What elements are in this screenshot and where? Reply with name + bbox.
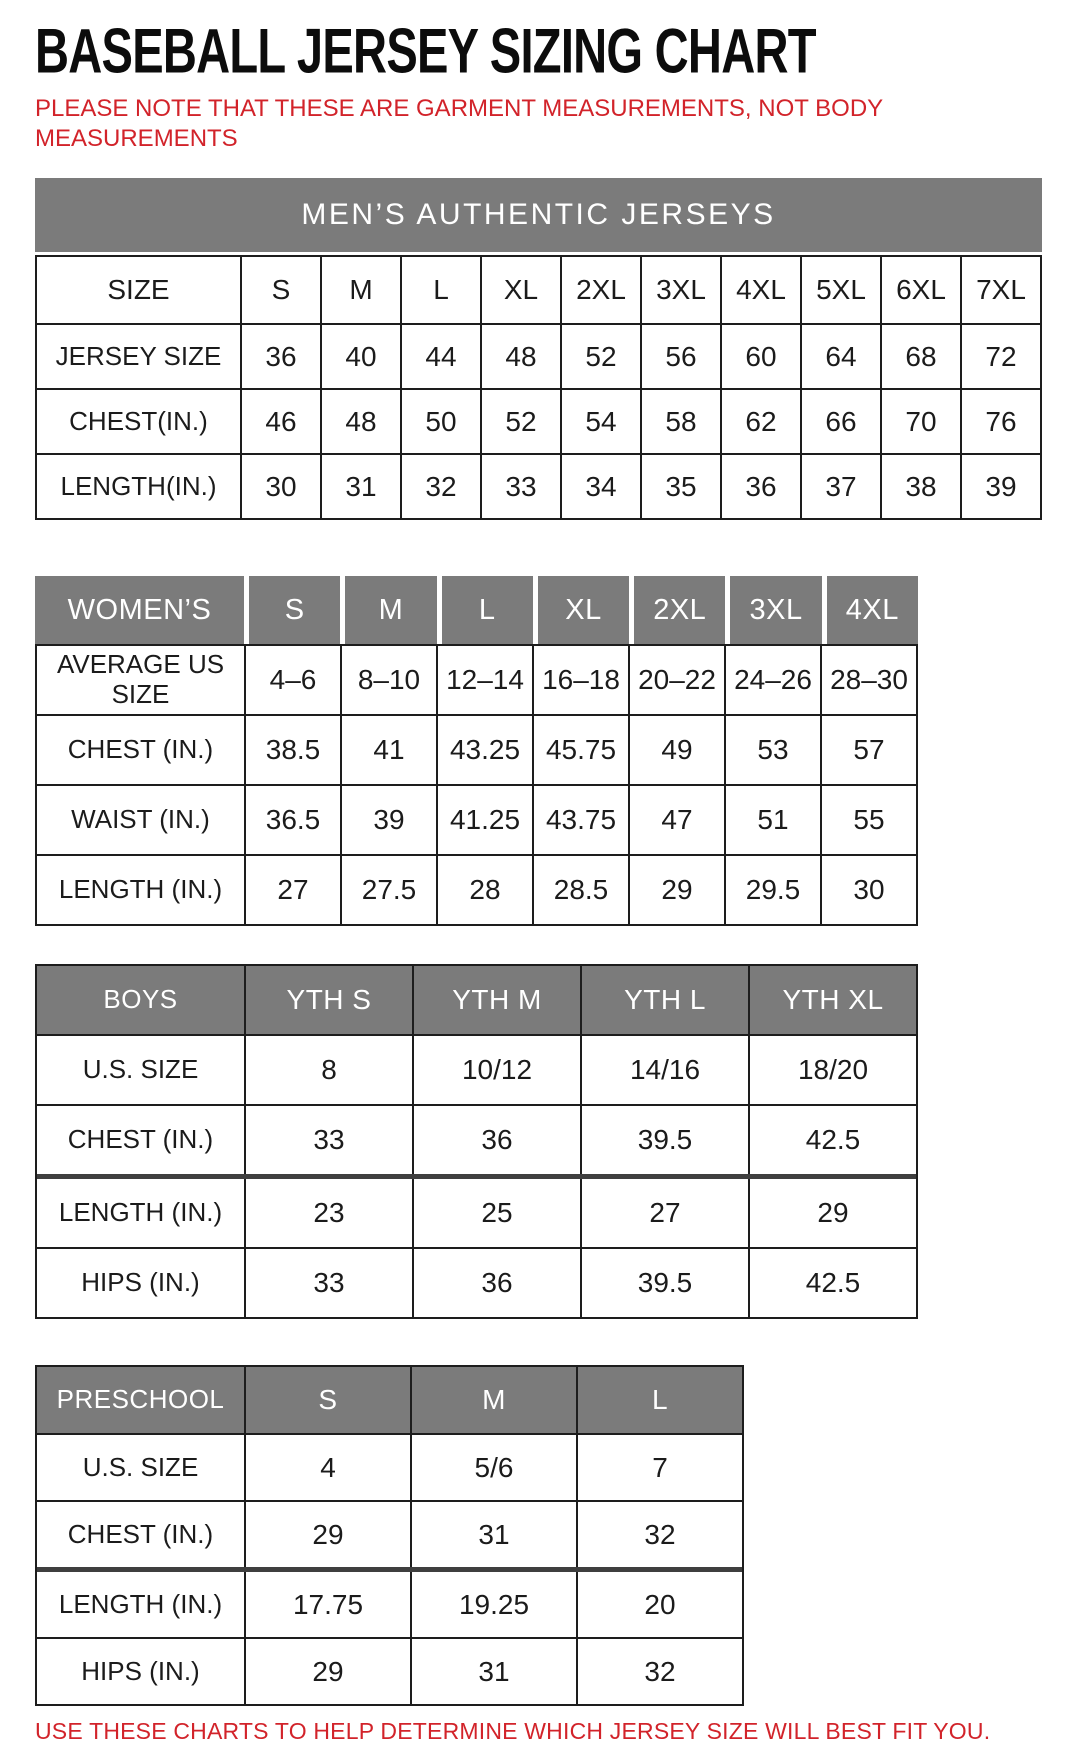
preschool-table-row [37,1567,742,1637]
womens-value-cell: 29 [628,856,724,924]
preschool-value-cell: 32 [576,1639,742,1704]
womens-value-cell: 28 [436,856,532,924]
womens-column-header: 2XL [634,576,725,644]
womens-value-cell: 28.5 [532,856,628,924]
womens-value-cell: 24–26 [724,646,820,714]
boys-column-header: YTH L [580,966,748,1034]
preschool-size-table [35,1365,1042,1706]
mens-value-cell: 52 [560,325,640,388]
mens-value-cell: 30 [240,455,320,518]
preschool-value-cell: 4 [244,1435,410,1500]
womens-value-cell: 29.5 [724,856,820,924]
mens-value-cell: 35 [640,455,720,518]
womens-value-cell: 16–18 [532,646,628,714]
boys-value-cell: 14/16 [580,1036,748,1104]
mens-column-header: 2XL [560,257,640,323]
boys-column-header: YTH XL [748,966,916,1034]
boys-row-label: U.S. SIZE [82,1054,199,1085]
mens-column-header: L [400,257,480,323]
mens-column-header: S [240,257,320,323]
mens-column-header: 4XL [720,257,800,323]
mens-column-header: 3XL [640,257,720,323]
boys-section [35,964,1042,1319]
womens-table-row [37,646,916,714]
womens-value-cell: 43.25 [436,716,532,784]
boys-table-row [37,1247,916,1317]
preschool-column-header: M [410,1367,576,1433]
mens-value-cell: 62 [720,390,800,453]
mens-grid [35,255,1042,520]
mens-column-header: 6XL [880,257,960,323]
boys-column-header: YTH S [244,966,412,1034]
mens-table-row [37,388,1040,453]
mens-value-cell: 48 [320,390,400,453]
womens-column-header: L [442,576,533,644]
boys-value-cell: 39.5 [580,1249,748,1317]
boys-table-row [37,1174,916,1247]
preschool-table-row [37,1500,742,1567]
boys-value-cell: 33 [244,1249,412,1317]
womens-header-label: WOMEN’S [35,576,244,644]
mens-row-label: CHEST(IN.) [69,405,208,436]
mens-value-cell: 70 [880,390,960,453]
mens-column-header: M [320,257,400,323]
womens-value-cell: 12–14 [436,646,532,714]
mens-value-cell: 68 [880,325,960,388]
preschool-table-row [37,1637,742,1704]
mens-value-cell: 72 [960,325,1040,388]
womens-header-row [35,576,918,644]
mens-value-cell: 60 [720,325,800,388]
page-title-text: BASEBALL JERSEY SIZING CHART [35,16,816,87]
mens-value-cell: 56 [640,325,720,388]
womens-table-row [37,784,916,854]
preschool-value-cell: 19.25 [410,1572,576,1637]
womens-row-label: LENGTH (IN.) [58,874,223,905]
boys-value-cell: 25 [412,1179,580,1247]
preschool-section [35,1365,1042,1706]
womens-row-label: CHEST (IN.) [67,734,214,765]
mens-value-cell: 46 [240,390,320,453]
womens-value-cell: 55 [820,786,916,854]
preschool-row-label: HIPS (IN.) [81,1655,200,1686]
womens-value-cell: 43.75 [532,786,628,854]
preschool-value-cell: 5/6 [410,1435,576,1500]
womens-value-cell: 27 [244,856,340,924]
mens-value-cell: 32 [400,455,480,518]
page-title [35,16,1042,87]
preschool-grid [35,1365,744,1706]
womens-table-row [37,854,916,924]
boys-column-header: YTH M [412,966,580,1034]
preschool-row-label: CHEST (IN.) [67,1518,214,1549]
womens-size-table [35,576,1042,926]
garment-measurements-note: PLEASE NOTE THAT THESE ARE GARMENT MEASUREMENTS, NOT BODY MEASUREMENTS [35,95,883,152]
womens-value-cell: 38.5 [244,716,340,784]
womens-value-cell: 36.5 [244,786,340,854]
preschool-row-label: LENGTH (IN.) [58,1588,223,1619]
womens-table-row [37,714,916,784]
boys-value-cell: 29 [748,1179,916,1247]
mens-value-cell: 48 [480,325,560,388]
mens-column-header: XL [480,257,560,323]
boys-row-label: HIPS (IN.) [81,1267,200,1298]
womens-value-cell: 47 [628,786,724,854]
womens-value-cell: 28–30 [820,646,916,714]
mens-section [35,178,1042,520]
preschool-value-cell: 31 [410,1502,576,1567]
boys-row-label: CHEST (IN.) [67,1124,214,1155]
womens-grid [35,644,918,926]
preschool-value-cell: 32 [576,1502,742,1567]
mens-row-label: LENGTH(IN.) [60,470,217,501]
preschool-row-label: U.S. SIZE [82,1451,199,1482]
boys-row-label: LENGTH (IN.) [58,1197,223,1228]
mens-size-table [35,255,1042,520]
preschool-header-row [37,1367,742,1433]
womens-value-cell: 49 [628,716,724,784]
mens-column-header: 7XL [960,257,1040,323]
womens-column-header: XL [538,576,629,644]
womens-value-cell: 51 [724,786,820,854]
womens-row-label: WAIST (IN.) [71,804,210,835]
boys-table-row [37,1104,916,1174]
mens-value-cell: 58 [640,390,720,453]
mens-value-cell: 64 [800,325,880,388]
womens-value-cell: 41.25 [436,786,532,854]
womens-value-cell: 4–6 [244,646,340,714]
womens-column-header: 3XL [730,576,821,644]
boys-table-row [37,1034,916,1104]
mens-value-cell: 38 [880,455,960,518]
womens-value-cell: 57 [820,716,916,784]
boys-value-cell: 8 [244,1036,412,1104]
mens-value-cell: 36 [240,325,320,388]
boys-value-cell: 36 [412,1249,580,1317]
preschool-value-cell: 29 [244,1639,410,1704]
mens-value-cell: 76 [960,390,1040,453]
mens-value-cell: 37 [800,455,880,518]
boys-value-cell: 36 [412,1106,580,1174]
boys-value-cell: 42.5 [748,1249,916,1317]
boys-value-cell: 18/20 [748,1036,916,1104]
boys-header-row [37,966,916,1034]
preschool-header-label: PRESCHOOL [37,1367,244,1433]
preschool-value-cell: 29 [244,1502,410,1567]
mens-banner [35,178,1042,252]
womens-value-cell: 8–10 [340,646,436,714]
mens-banner-label: MEN’S AUTHENTIC JERSEYS [301,198,776,231]
preschool-value-cell: 20 [576,1572,742,1637]
mens-value-cell: 40 [320,325,400,388]
boys-value-cell: 42.5 [748,1106,916,1174]
womens-value-cell: 20–22 [628,646,724,714]
womens-value-cell: 30 [820,856,916,924]
womens-column-header: S [249,576,340,644]
womens-value-cell: 45.75 [532,716,628,784]
mens-table-row [37,323,1040,388]
footer-note: USE THESE CHARTS TO HELP DETERMINE WHICH JERSEY SIZE WILL BEST FIT YOU. [35,1718,991,1743]
mens-value-cell: 54 [560,390,640,453]
boys-value-cell: 39.5 [580,1106,748,1174]
womens-row-label: AVERAGE US SIZE [56,649,225,709]
boys-grid [35,964,918,1319]
boys-size-table [35,964,1042,1319]
womens-column-header: M [345,576,436,644]
boys-value-cell: 23 [244,1179,412,1247]
preschool-value-cell: 31 [410,1639,576,1704]
boys-value-cell: 10/12 [412,1036,580,1104]
preschool-value-cell: 7 [576,1435,742,1500]
mens-header-label: SIZE [107,273,170,305]
mens-value-cell: 34 [560,455,640,518]
womens-section [35,576,1042,926]
mens-table-row [37,453,1040,518]
boys-value-cell: 33 [244,1106,412,1174]
mens-value-cell: 33 [480,455,560,518]
boys-value-cell: 27 [580,1179,748,1247]
womens-value-cell: 41 [340,716,436,784]
womens-value-cell: 53 [724,716,820,784]
mens-column-header: 5XL [800,257,880,323]
mens-value-cell: 52 [480,390,560,453]
boys-header-label: BOYS [37,966,244,1034]
mens-header-row [37,257,1040,323]
mens-value-cell: 36 [720,455,800,518]
mens-value-cell: 31 [320,455,400,518]
preschool-table-row [37,1433,742,1500]
mens-row-label: JERSEY SIZE [55,340,222,371]
mens-value-cell: 66 [800,390,880,453]
womens-value-cell: 39 [340,786,436,854]
mens-value-cell: 39 [960,455,1040,518]
womens-column-header: 4XL [827,576,918,644]
preschool-column-header: S [244,1367,410,1433]
preschool-column-header: L [576,1367,742,1433]
mens-value-cell: 44 [400,325,480,388]
womens-value-cell: 27.5 [340,856,436,924]
preschool-value-cell: 17.75 [244,1572,410,1637]
mens-value-cell: 50 [400,390,480,453]
